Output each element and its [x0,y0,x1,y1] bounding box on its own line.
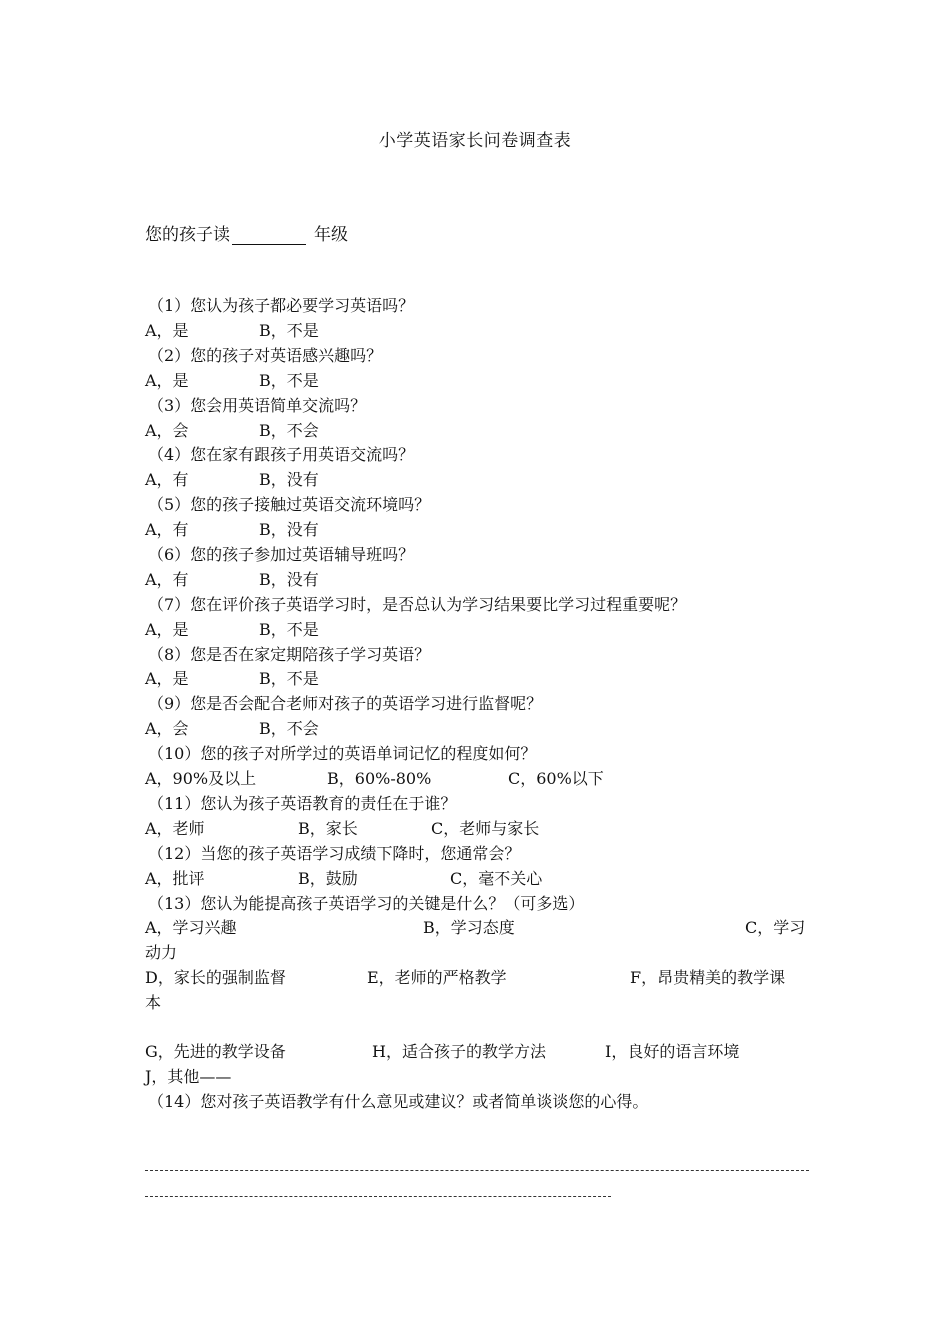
question-2: （2）您的孩子对英语感兴趣吗？ [148,345,383,365]
option[interactable]: A，会 [145,420,189,440]
options-13c [145,1040,809,1065]
question-12: （12）当您的孩子英语学习成绩下降时，您通常会？ [148,843,521,863]
option[interactable]: A，是 [145,669,189,689]
options-4 [145,468,809,493]
option[interactable]: A，会 [145,719,189,739]
answer-line[interactable] [145,1170,809,1171]
option[interactable]: B，鼓励 [298,868,358,888]
option[interactable]: B，不会 [259,420,319,440]
options-10 [145,767,809,792]
spacer [145,1016,809,1040]
question-11: （11）您认为孩子英语教育的责任在于谁？ [148,793,457,813]
option[interactable]: B，不是 [259,370,319,390]
document-title: 小学英语家长问卷调查表 [378,131,572,151]
question-7: （7）您在评价孩子英语学习时，是否总认为学习结果要比学习过程重要呢？ [148,594,687,614]
option[interactable]: G，先进的教学设备 [145,1042,286,1062]
option[interactable]: A，有 [145,569,189,589]
options-2 [145,369,809,394]
option[interactable]: B，60%-80% [327,769,432,789]
grade-line [145,220,348,245]
option[interactable]: B，没有 [259,520,319,540]
option[interactable]: D，家长的强制监督 [145,968,286,988]
option[interactable]: A，是 [145,320,189,340]
options-5 [145,518,809,543]
options-11 [145,817,809,842]
question-14: （14）您对孩子英语教学有什么意见或建议？或者简单谈谈您的心得。 [148,1091,649,1111]
option-continuation: 本 [145,993,162,1013]
option[interactable]: C，老师与家长 [431,818,540,838]
option[interactable]: F，昂贵精美的教学课 [630,968,786,988]
grade-suffix: 年级 [314,225,348,245]
option[interactable]: C，毫不关心 [450,868,543,888]
options-13b [145,966,809,991]
options-8 [145,667,809,692]
option[interactable]: E，老师的严格教学 [367,968,507,988]
option[interactable]: I，良好的语言环境 [605,1042,740,1062]
options-12 [145,867,809,892]
options-9 [145,717,809,742]
question-3: （3）您会用英语简单交流吗？ [148,395,367,415]
option[interactable]: A，批评 [145,868,205,888]
options-3 [145,419,809,444]
question-4: （4）您在家有跟孩子用英语交流吗？ [148,445,415,465]
survey-questions [145,294,809,1115]
option[interactable]: B，没有 [259,569,319,589]
option[interactable]: J，其他—— [145,1066,232,1086]
option[interactable]: C，60%以下 [508,769,604,789]
option[interactable]: A，是 [145,619,189,639]
option[interactable]: A，是 [145,370,189,390]
question-13: （13）您认为能提高孩子英语学习的关键是什么？（可多选） [148,893,585,913]
options-1 [145,319,809,344]
question-8: （8）您是否在家定期陪孩子学习英语？ [148,644,431,664]
option[interactable]: C，学习 [745,918,806,938]
option[interactable]: A，90%及以上 [145,769,257,789]
option[interactable]: A，有 [145,520,189,540]
option-continuation: 动力 [145,943,178,963]
option[interactable]: B，不是 [259,619,319,639]
question-5: （5）您的孩子接触过英语交流环境吗？ [148,495,431,515]
option[interactable]: H，适合孩子的教学方法 [372,1042,546,1062]
option[interactable]: B，不是 [259,669,319,689]
question-1: （1）您认为孩子都必要学习英语吗？ [148,296,415,315]
grade-prefix: 您的孩子读 [145,225,230,245]
option[interactable]: B，没有 [259,470,319,490]
option[interactable]: A，学习兴趣 [145,918,237,938]
option[interactable]: B，不是 [259,320,319,340]
options-13a [145,916,809,941]
option[interactable]: A，有 [145,470,189,490]
options-7 [145,618,809,643]
question-10: （10）您的孩子对所学过的英语单词记忆的程度如何？ [148,744,537,764]
option[interactable]: B，家长 [298,818,358,838]
options-6 [145,568,809,593]
question-9: （9）您是否会配合老师对孩子的英语学习进行监督呢？ [148,694,543,714]
question-6: （6）您的孩子参加过英语辅导班吗？ [148,544,415,564]
option[interactable]: B，学习态度 [423,918,515,938]
option[interactable]: B，不会 [259,719,319,739]
answer-line[interactable] [145,1196,611,1197]
option[interactable]: A，老师 [145,818,205,838]
grade-blank[interactable] [232,226,306,245]
